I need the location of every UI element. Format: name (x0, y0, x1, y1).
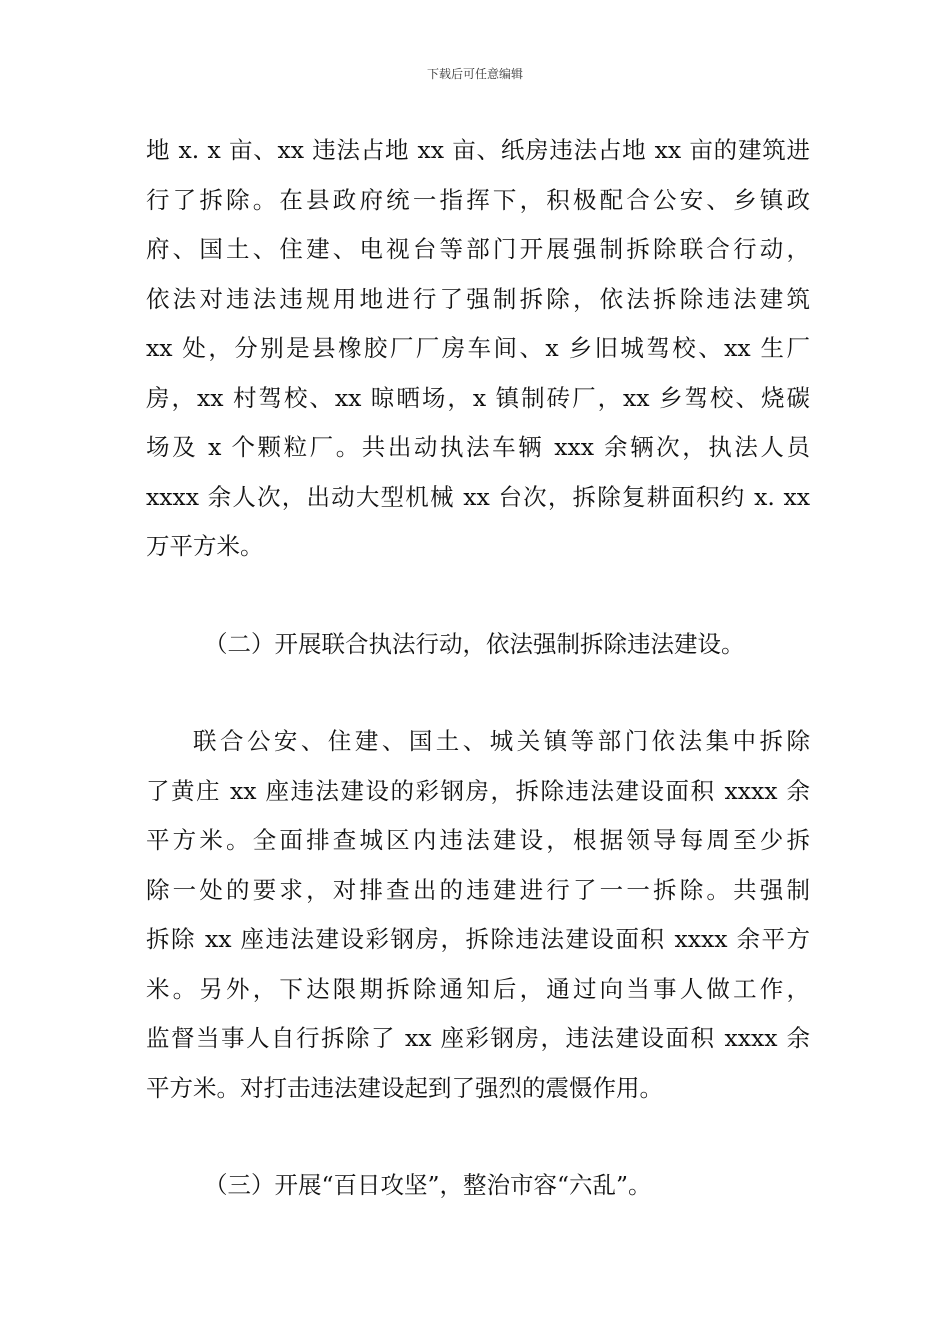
text-line: 房，xx 村驾校、xx 晾晒场，x 镇制砖厂，xx 乡驾校、烧碳 (146, 383, 810, 412)
paragraph-spacer (146, 669, 810, 717)
section-heading-3: （三）开展“百日攻坚”，整治市容“六乱”。 (204, 1171, 652, 1199)
document-body (146, 126, 810, 1211)
section-heading-2: （二）开展联合执法行动，依法强制拆除违法建设。 (204, 629, 745, 658)
text-line: 平方米。全面排查城区内违法建设，根据领导每周至少拆 (146, 826, 810, 854)
text-line: 地 x. x 亩、xx 违法占地 xx 亩、纸房违法占地 xx 亩的建筑进 (146, 136, 810, 164)
text-line: xxxx 余人次，出动大型机械 xx 台次，拆除复耕面积约 x. xx (146, 482, 810, 511)
text-line: 了黄庄 xx 座违法建设的彩钢房，拆除违法建设面积 xxxx 余 (146, 776, 810, 805)
text-line: 行了拆除。在县政府统一指挥下，积极配合公安、乡镇政 (146, 185, 810, 214)
text-line: 万平方米。 (146, 532, 264, 560)
page-header: 下载后可任意编辑 (426, 67, 523, 81)
text-line: 米。另外，下达限期拆除通知后，通过向当事人做工作， (146, 974, 810, 1003)
text-line: 监督当事人自行拆除了 xx 座彩钢房，违法建设面积 xxxx 余 (146, 1024, 810, 1052)
paragraph-spacer (146, 572, 810, 620)
paragraph-demolition-summary (146, 126, 810, 572)
text-line: 平方米。对打击违法建设起到了强烈的震慑作用。 (146, 1073, 663, 1102)
text-line: xx 处，分别是县橡胶厂厂房车间、x 乡旧城驾校、xx 生厂 (146, 334, 810, 362)
text-line: 除一处的要求，对排查出的违建进行了一一拆除。共强制 (146, 875, 810, 904)
text-line: 府、国土、住建、电视台等部门开展强制拆除联合行动， (146, 235, 810, 263)
paragraph-joint-enforcement (146, 717, 810, 1113)
text-line: 拆除 xx 座违法建设彩钢房，拆除违法建设面积 xxxx 余平方 (146, 925, 810, 953)
text-line: 依法对违法违规用地进行了强制拆除，依法拆除违法建筑 (146, 284, 810, 313)
text-line: 联合公安、住建、国土、城关镇等部门依法集中拆除 (193, 727, 810, 755)
text-line: 场及 x 个颗粒厂。共出动执法车辆 xxx 余辆次，执法人员 (146, 433, 810, 461)
paragraph-spacer (146, 1113, 810, 1161)
